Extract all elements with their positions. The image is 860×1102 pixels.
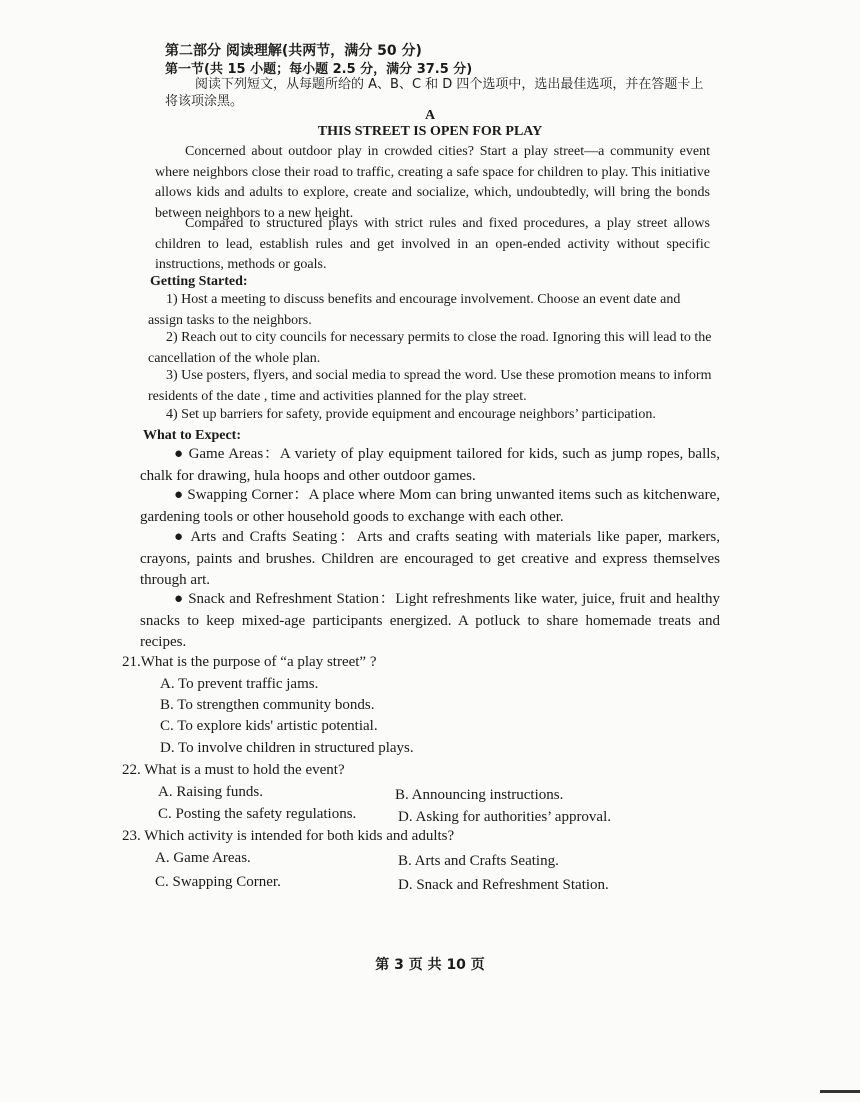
q21-option-a: A. To prevent traffic jams. [160, 676, 319, 692]
q21-option-c: C. To explore kids' artistic potential. [160, 718, 378, 734]
part-heading: 第二部分 阅读理解(共两节，满分 50 分) [165, 43, 422, 59]
scan-mark [820, 1090, 860, 1093]
step-4: 4) Set up barriers for safety, provide equipment and encourage neighbors’ participation. [166, 407, 656, 422]
question-22: 22. What is a must to hold the event? [122, 762, 345, 778]
bullet-game-areas: ● Game Areas：A variety of play equipment tailored for kids, such as jump ropes, balls, chalk for drawing, hula hoops and other outdoor games. [140, 446, 720, 484]
page-number: 第 3 页 共 10 页 [375, 957, 485, 973]
q22-option-a: A. Raising funds. [158, 784, 263, 800]
q21-option-d: D. To involve children in structured plays. [160, 740, 414, 756]
q23-option-a: A. Game Areas. [155, 850, 251, 866]
bullet-arts-crafts: ● Arts and Crafts Seating：Arts and crafts seating with materials like paper, markers, crayons, paints and brushes. Children are encouraged to get creative and express themselves through art. [140, 529, 720, 588]
question-21: 21.What is the purpose of “a play street” ? [122, 654, 377, 670]
q23-option-c: C. Swapping Corner. [155, 874, 281, 890]
q22-option-b: B. Announcing instructions. [395, 787, 564, 803]
question-23: 23. Which activity is intended for both kids and adults? [122, 828, 455, 844]
q23-option-b: B. Arts and Crafts Seating. [398, 853, 559, 869]
bullet-swapping-corner: ● Swapping Corner：A place where Mom can bring unwanted items such as kitchenware, gardening tools or other household goods to exchange with each other. [140, 487, 720, 525]
step-3: 3) Use posters, flyers, and social media to spread the word. Use these promotion means to inform residents of the date , time and activities planned for the play street. [148, 368, 712, 404]
q22-option-d: D. Asking for authorities’ approval. [398, 809, 612, 825]
section-heading: 第一节(共 15 小题；每小题 2.5 分，满分 37.5 分) [165, 62, 473, 77]
passage-label: A [424, 108, 436, 123]
step-2: 2) Reach out to city councils for necessary permits to close the road. Ignoring this will lead to the cancellation of the whole plan. [148, 330, 712, 366]
paragraph-2: Compared to structured plays with strict rules and fixed procedures, a play street allows children to lead, establish rules and get involved in an open-ended activity without specific instructions, methods or goals. [155, 216, 710, 272]
q23-option-d: D. Snack and Refreshment Station. [398, 877, 609, 893]
getting-started-heading: Getting Started: [150, 274, 248, 289]
what-to-expect-heading: What to Expect: [143, 428, 241, 443]
q21-option-b: B. To strengthen community bonds. [160, 697, 375, 713]
step-1: 1) Host a meeting to discuss benefits and encourage involvement. Choose an event date and assign tasks to the neighbors. [148, 292, 681, 328]
q22-option-c: C. Posting the safety regulations. [158, 806, 357, 822]
bullet-snack-station: ● Snack and Refreshment Station：Light refreshments like water, juice, fruit and healthy snacks to keep mixed-age participants energized. A potluck to share homemade treats and recipes. [140, 591, 720, 650]
paragraph-1: Concerned about outdoor play in crowded cities? Start a play street—a community event where neighbors close their road to traffic, creating a safe space for children to play. This initiative allows kids and adults to explore, create and socialize, which, undoubtedly, will bring the bonds between neighbors to a new height. [155, 144, 710, 221]
instructions: 阅读下列短文，从每题所给的 A、B、C 和 D 四个选项中，选出最佳选项，并在答题卡上将该项涂黑。 [165, 77, 704, 109]
passage-title: THIS STREET IS OPEN FOR PLAY [317, 124, 543, 139]
